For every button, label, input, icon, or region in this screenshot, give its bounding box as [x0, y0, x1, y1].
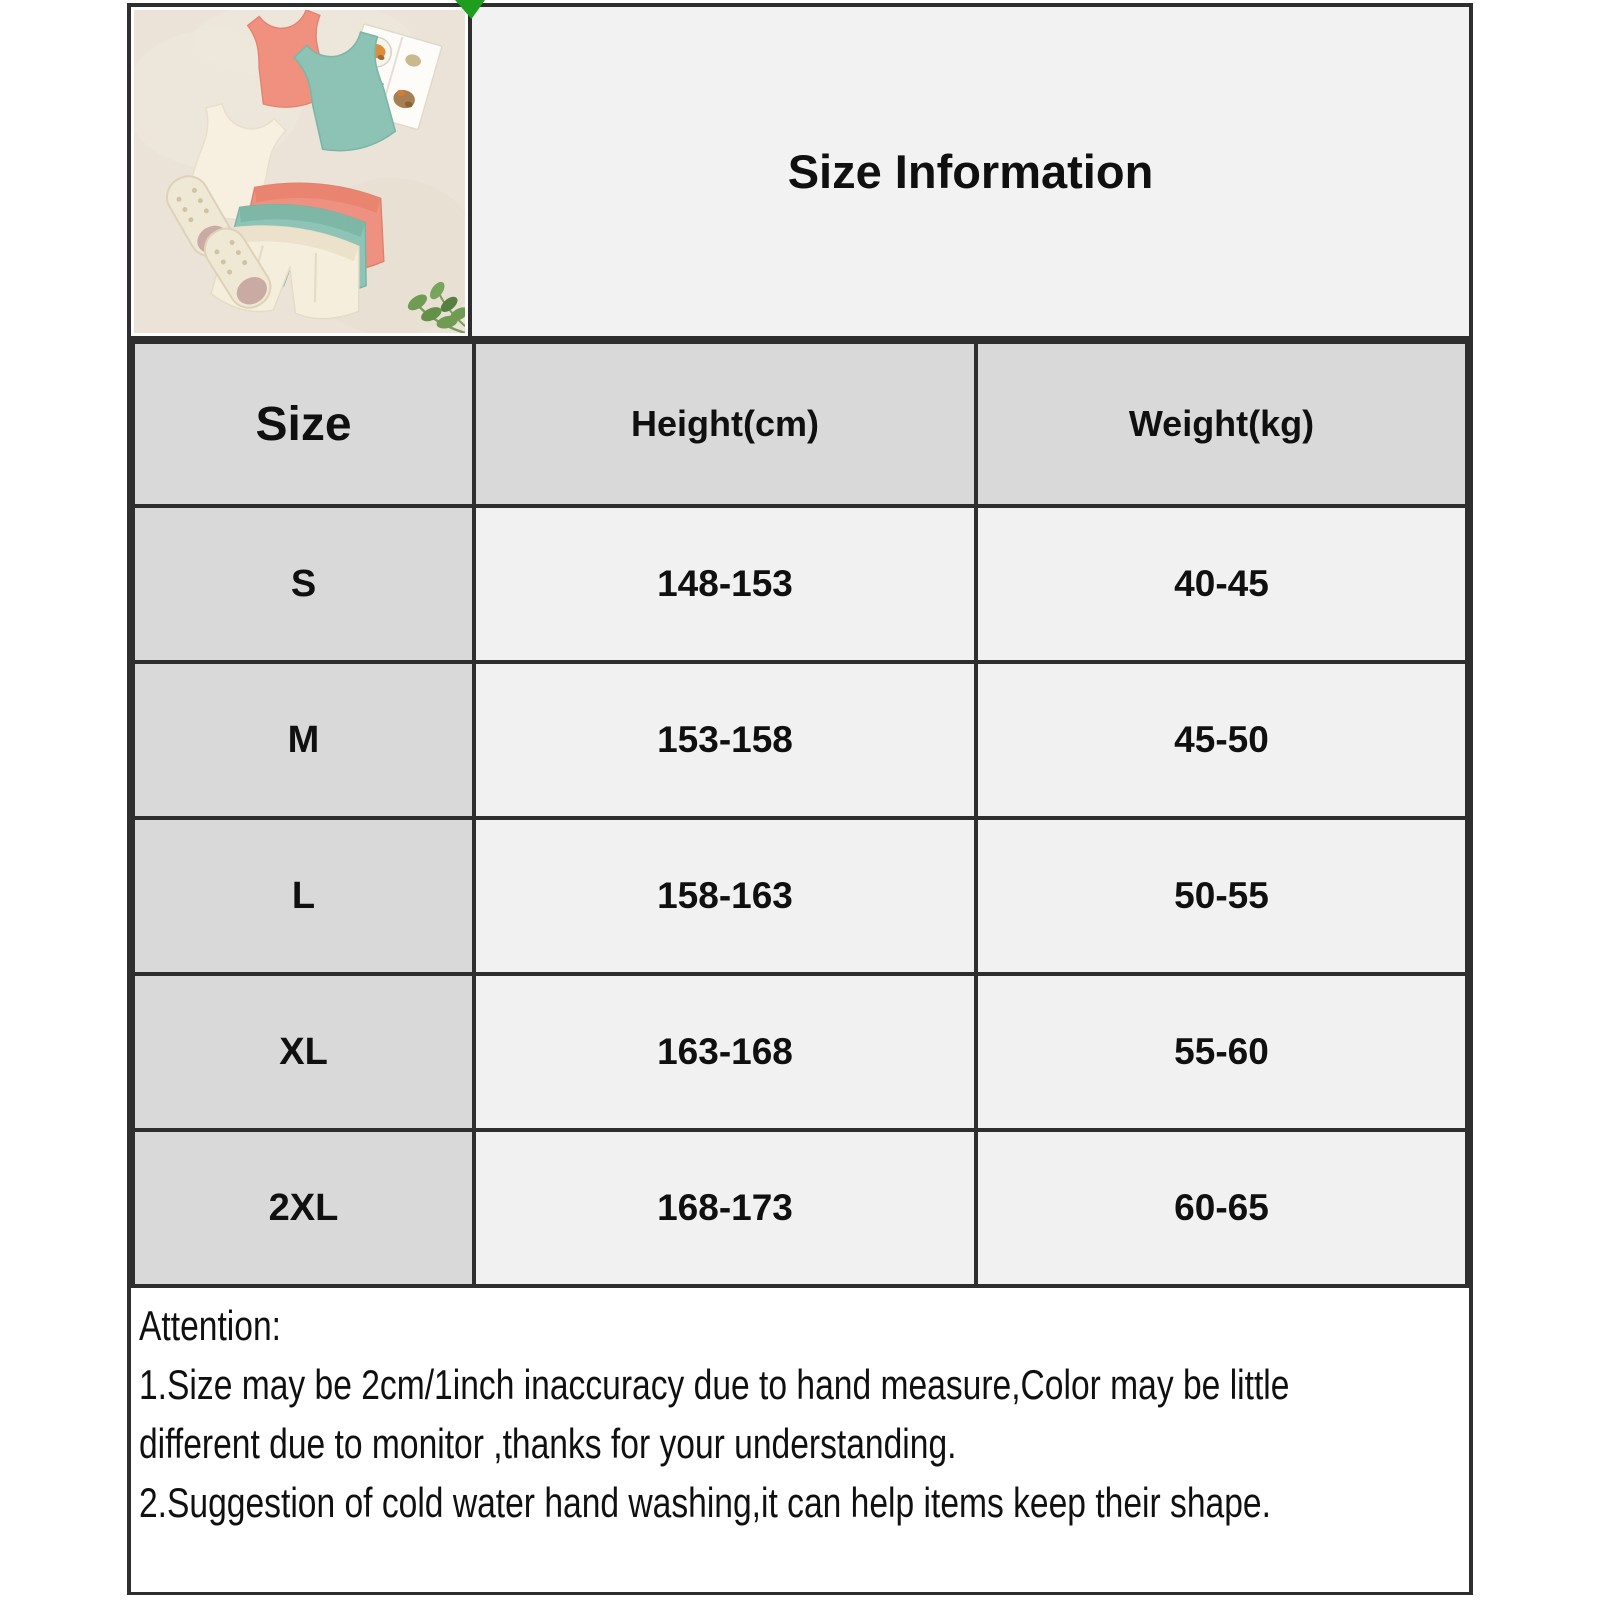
top-row [131, 7, 1469, 340]
attention-heading: Attention: [139, 1302, 281, 1349]
weight-cell: 40-45 [976, 506, 1467, 662]
table-header-row [133, 342, 1467, 506]
height-cell: 148-153 [474, 506, 976, 662]
attention-line: different due to monitor ,thanks for your understanding. [139, 1420, 957, 1467]
weight-cell: 60-65 [976, 1130, 1467, 1286]
attention-notes [131, 1288, 1469, 1592]
height-cell: 158-163 [474, 818, 976, 974]
height-column-header: Height(cm) [474, 342, 976, 506]
title-panel [472, 7, 1469, 336]
size-cell: M [133, 662, 474, 818]
weight-column-header: Weight(kg) [976, 342, 1467, 506]
table-row [133, 662, 1467, 818]
size-cell: S [133, 506, 474, 662]
attention-line: 2.Suggestion of cold water hand washing,it can help items keep their shape. [139, 1479, 1271, 1526]
table-row [133, 818, 1467, 974]
product-photo [131, 7, 472, 336]
product-photo-scene [134, 10, 465, 333]
table-row [133, 1130, 1467, 1286]
size-column-header: Size [133, 342, 474, 506]
height-cell: 163-168 [474, 974, 976, 1130]
size-cell: L [133, 818, 474, 974]
weight-cell: 45-50 [976, 662, 1467, 818]
weight-cell: 50-55 [976, 818, 1467, 974]
height-cell: 153-158 [474, 662, 976, 818]
page-title: Size Information [787, 145, 1154, 198]
size-table [131, 340, 1469, 1288]
table-row [133, 506, 1467, 662]
size-info-sheet [127, 3, 1473, 1595]
attention-line: 1.Size may be 2cm/1inch inaccuracy due to hand measure,Color may be little [139, 1361, 1290, 1408]
size-cell: 2XL [133, 1130, 474, 1286]
weight-cell: 55-60 [976, 974, 1467, 1130]
size-cell: XL [133, 974, 474, 1130]
height-cell: 168-173 [474, 1130, 976, 1286]
table-row [133, 974, 1467, 1130]
